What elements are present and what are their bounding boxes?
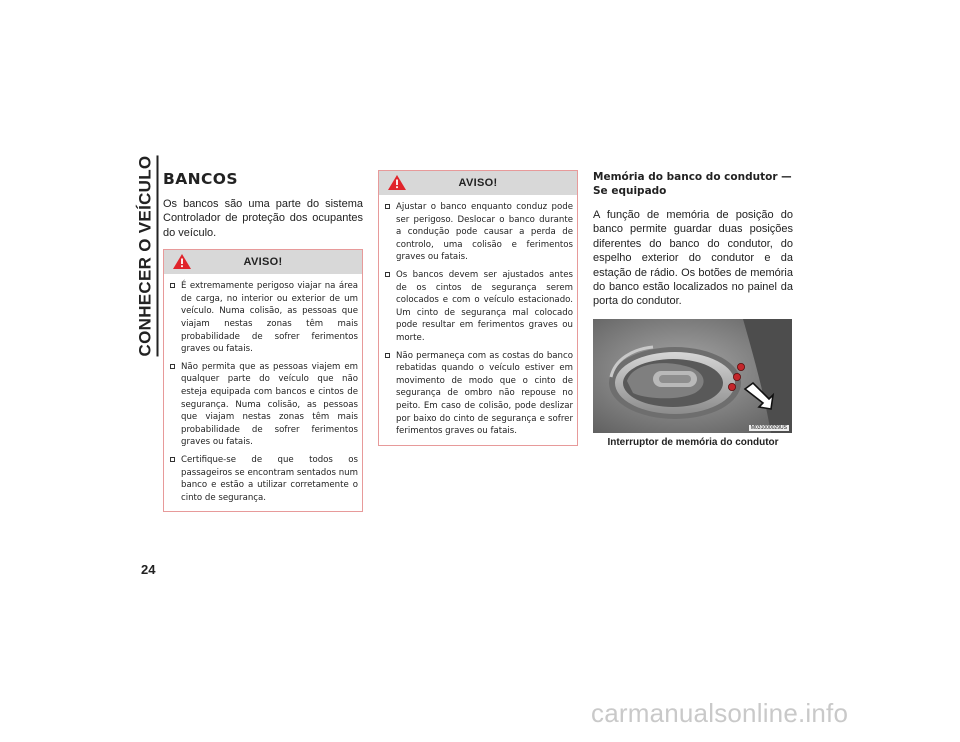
warning-header [379, 171, 577, 195]
warning-title: AVISO! [243, 256, 283, 269]
warning-item-text: Não permaneça com as costas do banco rebatidas quando o veículo estiver em movimento de modo que o cinto de segurança de ombro não repouse no peito. Em caso de colisão, pode deslizar por baixo do cinto de segurança e sofrer ferimentos graves ou fatais. [396, 350, 573, 437]
warning-item [385, 350, 573, 438]
bullet-box-icon [170, 457, 175, 462]
door-panel-illustration [593, 319, 792, 433]
warning-item-text: Ajustar o banco enquanto conduz pode ser perigoso. Deslocar o banco durante a condução pode causar a perda de controlo, uma colisão e ferimentos graves ou fatais. [396, 202, 573, 263]
column-1 [163, 170, 363, 512]
warning-list [164, 274, 362, 511]
section-intro: Os bancos são uma parte do sistema Controlador de proteção dos ocupantes do veículo. [163, 198, 363, 239]
memory-switch-photo [593, 319, 792, 433]
chapter-title: CONHECER O VEÍCULO [136, 156, 159, 357]
figure-code: M031000029US [750, 424, 787, 431]
warning-item-text: Certifique-se de que todos os passageiros se encontram sentados num banco e estão a utilizar corretamente o cinto de segurança. [181, 454, 358, 503]
figure-caption: Interruptor de memória do condutor [607, 436, 779, 448]
page-number: 24 [141, 562, 156, 577]
warning-triangle-icon [173, 254, 191, 269]
warning-box-1 [163, 249, 363, 512]
bullet-box-icon [385, 353, 390, 358]
watermark-text: carmanualsonline.info [591, 698, 849, 728]
column-3 [593, 170, 793, 448]
warning-item [170, 361, 358, 449]
warning-item [170, 280, 358, 356]
bullet-box-icon [385, 204, 390, 209]
bullet-box-icon [170, 364, 175, 369]
warning-triangle-icon [388, 175, 406, 190]
warning-list [379, 195, 577, 445]
bullet-box-icon [170, 283, 175, 288]
chapter-side-tab [135, 155, 158, 357]
warning-item-text: É extremamente perigoso viajar na área de carga, no interior ou exterior de um veículo. Numa colisão, as pessoas que viajam nestas zonas têm mais probabilidade de sofrer ferimentos graves ou fatais. [181, 281, 358, 355]
column-2 [378, 170, 578, 446]
warning-item-text: Não permita que as pessoas viajem em qualquer parte do veículo que não esteja equipada com bancos e cintos de segurança. Numa colisão, as pessoas que viajam nestas zonas têm mais probabilidade de sofrer ferimentos graves ou fatais. [181, 361, 358, 448]
warning-title: AVISO! [458, 177, 498, 189]
bullet-box-icon [385, 272, 390, 277]
warning-item [385, 269, 573, 345]
warning-item [385, 201, 573, 264]
memory-title: Memória do banco do condutor — Se equipado [593, 171, 792, 197]
warning-box-2 [378, 170, 578, 446]
warning-item-text: Os bancos devem ser ajustados antes de os cintos de segurança serem colocados e com o veículo estacionado. Um cinto de segurança mal colocado pode resultar em ferimentos graves ou morte. [396, 269, 573, 343]
warning-header [164, 250, 362, 274]
warning-item [170, 454, 358, 504]
memory-body: A função de memória de posição do banco permite guardar duas posições diferentes do banco do condutor, do espelho exterior do condutor e da estação de rádio. Os botões de memória do banco estão localizados no painel da porta do condutor. [593, 209, 793, 308]
section-title: BANCOS [163, 170, 238, 188]
